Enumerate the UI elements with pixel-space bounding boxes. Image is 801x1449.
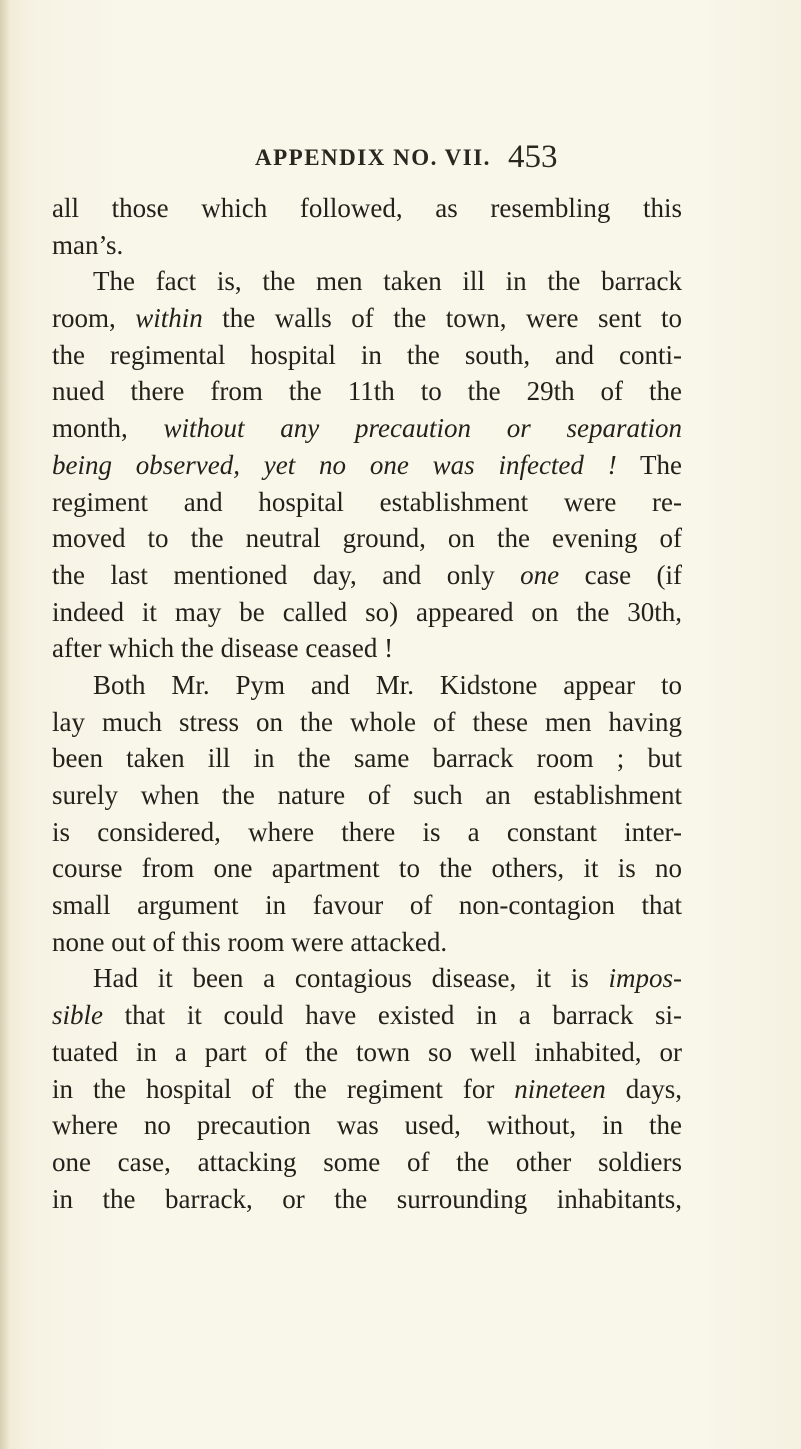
page-number: 453 <box>508 139 558 175</box>
italic-emphasis: one <box>520 559 560 590</box>
italic-emphasis: nineteen <box>514 1073 606 1104</box>
paragraph-first-line: Both Mr. Pym and Mr. Kidstone appear to <box>93 669 682 700</box>
page-edge-shadow <box>0 0 10 1449</box>
text-line: surely when the nature of such an establishment <box>52 780 682 810</box>
text-line: man’s. <box>52 229 124 260</box>
text-line: room, within the walls of the town, were sent to <box>52 303 683 334</box>
text-line: the regimental hospital in the south, and conti- <box>52 339 682 370</box>
text-line: nued there from the 11th to the 29th of the <box>52 376 682 407</box>
italic-emphasis: being observed, yet no one was infected ! <box>52 449 617 480</box>
text-line: after which the disease ceased ! <box>52 633 394 664</box>
page-header <box>255 139 675 179</box>
italic-emphasis: sible <box>52 1000 103 1031</box>
text-line: in the hospital of the regiment for nineteen days, <box>52 1073 682 1104</box>
paragraph-first-line: The fact is, the men taken ill in the barrack <box>93 266 682 297</box>
text-line: moved to the neutral ground, on the evening of <box>52 523 682 554</box>
italic-emphasis: impos- <box>608 963 682 994</box>
text-line: lay much stress on the whole of these men having <box>52 706 682 737</box>
italic-emphasis: without any precaution or separation <box>163 413 682 444</box>
text-line: in the barrack, or the surrounding inhabitants, <box>52 1183 682 1214</box>
paragraph-first-line: Had it been a contagious disease, it is impos- <box>93 963 682 994</box>
text-line: being observed, yet no one was infected ! The <box>52 449 682 480</box>
running-title: APPENDIX NO. VII. <box>255 145 491 170</box>
italic-emphasis: within <box>135 303 203 334</box>
text-line: course from one apartment to the others, it is no <box>52 853 682 884</box>
text-line: is considered, where there is a constant inter- <box>52 816 682 847</box>
text-line: tuated in a part of the town so well inhabited, or <box>52 1036 682 1067</box>
text-line: none out of this room were attacked. <box>52 926 448 957</box>
text-line: all those which followed, as resembling this <box>52 193 682 223</box>
text-line: small argument in favour of non-contagion that <box>52 890 682 921</box>
text-line: one case, attacking some of the other soldiers <box>52 1146 682 1177</box>
text-line: where no precaution was used, without, in the <box>52 1110 682 1141</box>
text-line: sible that it could have existed in a barrack si- <box>52 1000 682 1031</box>
text-line: been taken ill in the same barrack room ; but <box>52 743 682 774</box>
text-line: regiment and hospital establishment were re- <box>52 486 682 517</box>
text-line: the last mentioned day, and only one case (if <box>52 559 682 590</box>
text-line: month, without any precaution or separation <box>52 413 682 444</box>
body-text <box>52 190 682 1217</box>
text-line: indeed it may be called so) appeared on the 30th, <box>52 596 682 627</box>
